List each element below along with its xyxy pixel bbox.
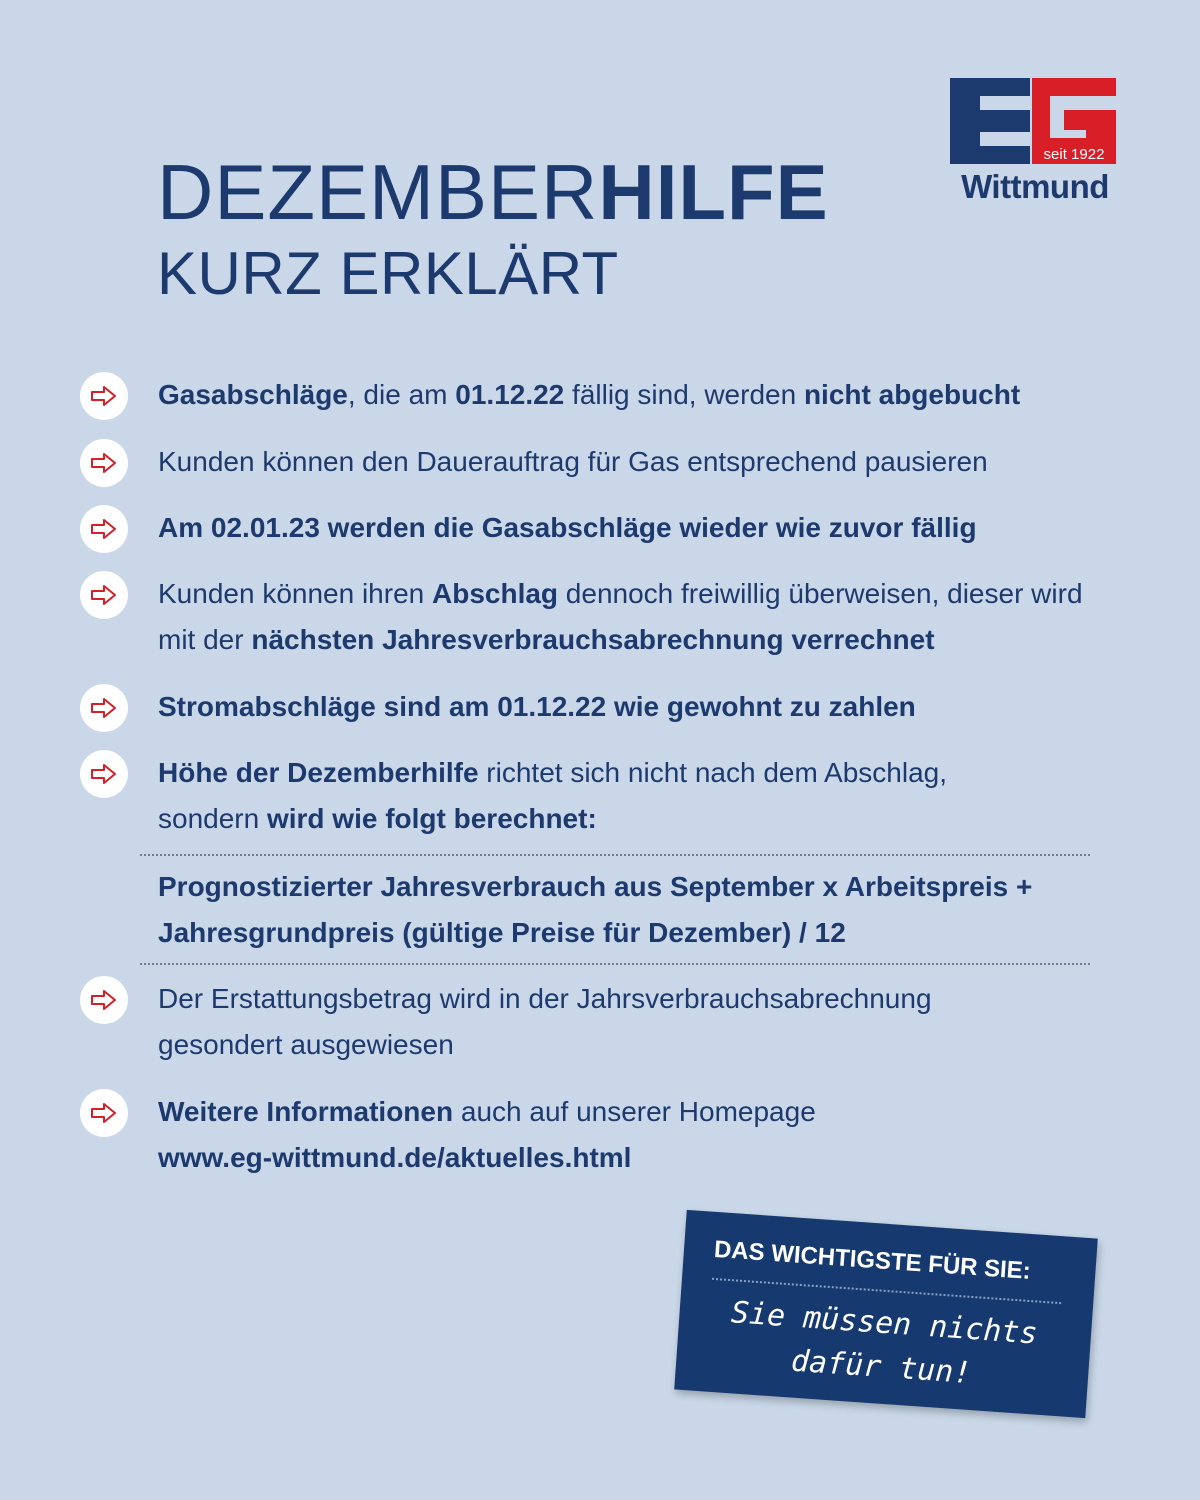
text-part: Weitere Informationen [158, 1096, 454, 1127]
list-item-text [158, 1089, 918, 1181]
text-part: auch auf unserer Homepage [453, 1096, 816, 1127]
logo-city: Wittmund [961, 168, 1109, 205]
text-part: nicht abgebucht [803, 379, 1021, 410]
title-bold: HILFE [598, 148, 829, 236]
text-part: Stromabschläge sind am 01.12.22 wie gewohnt zu zahlen [158, 691, 916, 722]
arrow-right-icon [80, 505, 128, 553]
list-item-text [158, 684, 1108, 730]
page-subtitle: KURZ ERKLÄRT [157, 240, 619, 307]
arrow-right-icon [80, 439, 128, 487]
text-part: Am 02.01.23 werden die Gasabschläge wieder wie zuvor fällig [158, 512, 977, 543]
text-part: , die am [347, 379, 456, 410]
arrow-right-icon [80, 571, 128, 619]
text-part: nächsten Jahresverbrauchsabrechnung verrechnet [251, 624, 935, 655]
divider [140, 963, 1090, 965]
title-light: DEZEMBER [157, 148, 599, 236]
logo-since: seit 1922 [1043, 146, 1105, 163]
list-item-text [158, 750, 1018, 842]
arrow-right-icon [80, 684, 128, 732]
formula-text: Prognostizierter Jahresverbrauch aus September x Arbeitspreis + Jahresgrundpreis (gültige Preise für Dezember) / 12 [158, 871, 1033, 948]
list-item-text [158, 505, 1108, 551]
text-part: Gasabschläge [158, 379, 348, 410]
text-part: Abschlag [432, 578, 559, 609]
text-part: www.eg-wittmund.de/aktuelles.html [158, 1142, 632, 1173]
arrow-right-icon [80, 750, 128, 798]
eg-logo-mark [950, 78, 1116, 166]
list-item-text [158, 571, 1108, 663]
highlight-note [674, 1210, 1098, 1418]
text-part: Kunden können den Dauerauftrag für Gas entsprechend pausieren [158, 446, 988, 477]
list-item-text [158, 372, 1108, 418]
text-part: Kunden können ihren [158, 578, 432, 609]
text-part: richtet sich nicht nach dem Abschlag, sondern [158, 757, 947, 834]
list-item-text [158, 439, 1108, 485]
text-part: Höhe der Dezemberhilfe [158, 757, 479, 788]
text-part: Der Erstattungsbetrag wird in der Jahrsverbrauchsabrechnung gesondert ausgewiesen [158, 983, 932, 1060]
note-title: DAS WICHTIGSTE FÜR SIE: [713, 1235, 1032, 1285]
text-part: dennoch freiwillig überweisen, dieser wird mit der [158, 578, 1083, 655]
page-title [157, 148, 829, 236]
text-part: wird wie folgt berechnet: [266, 803, 597, 834]
note-text: Sie müssen nichts dafür tun! [729, 1295, 1039, 1392]
arrow-right-icon [80, 976, 128, 1024]
list-item-text [158, 976, 1018, 1068]
arrow-right-icon [80, 372, 128, 420]
arrow-right-icon [80, 1089, 128, 1137]
logo [950, 78, 1118, 208]
text-part: 01.12.22 [455, 379, 565, 410]
divider [140, 854, 1090, 856]
text-part: fällig sind, werden [564, 379, 804, 410]
